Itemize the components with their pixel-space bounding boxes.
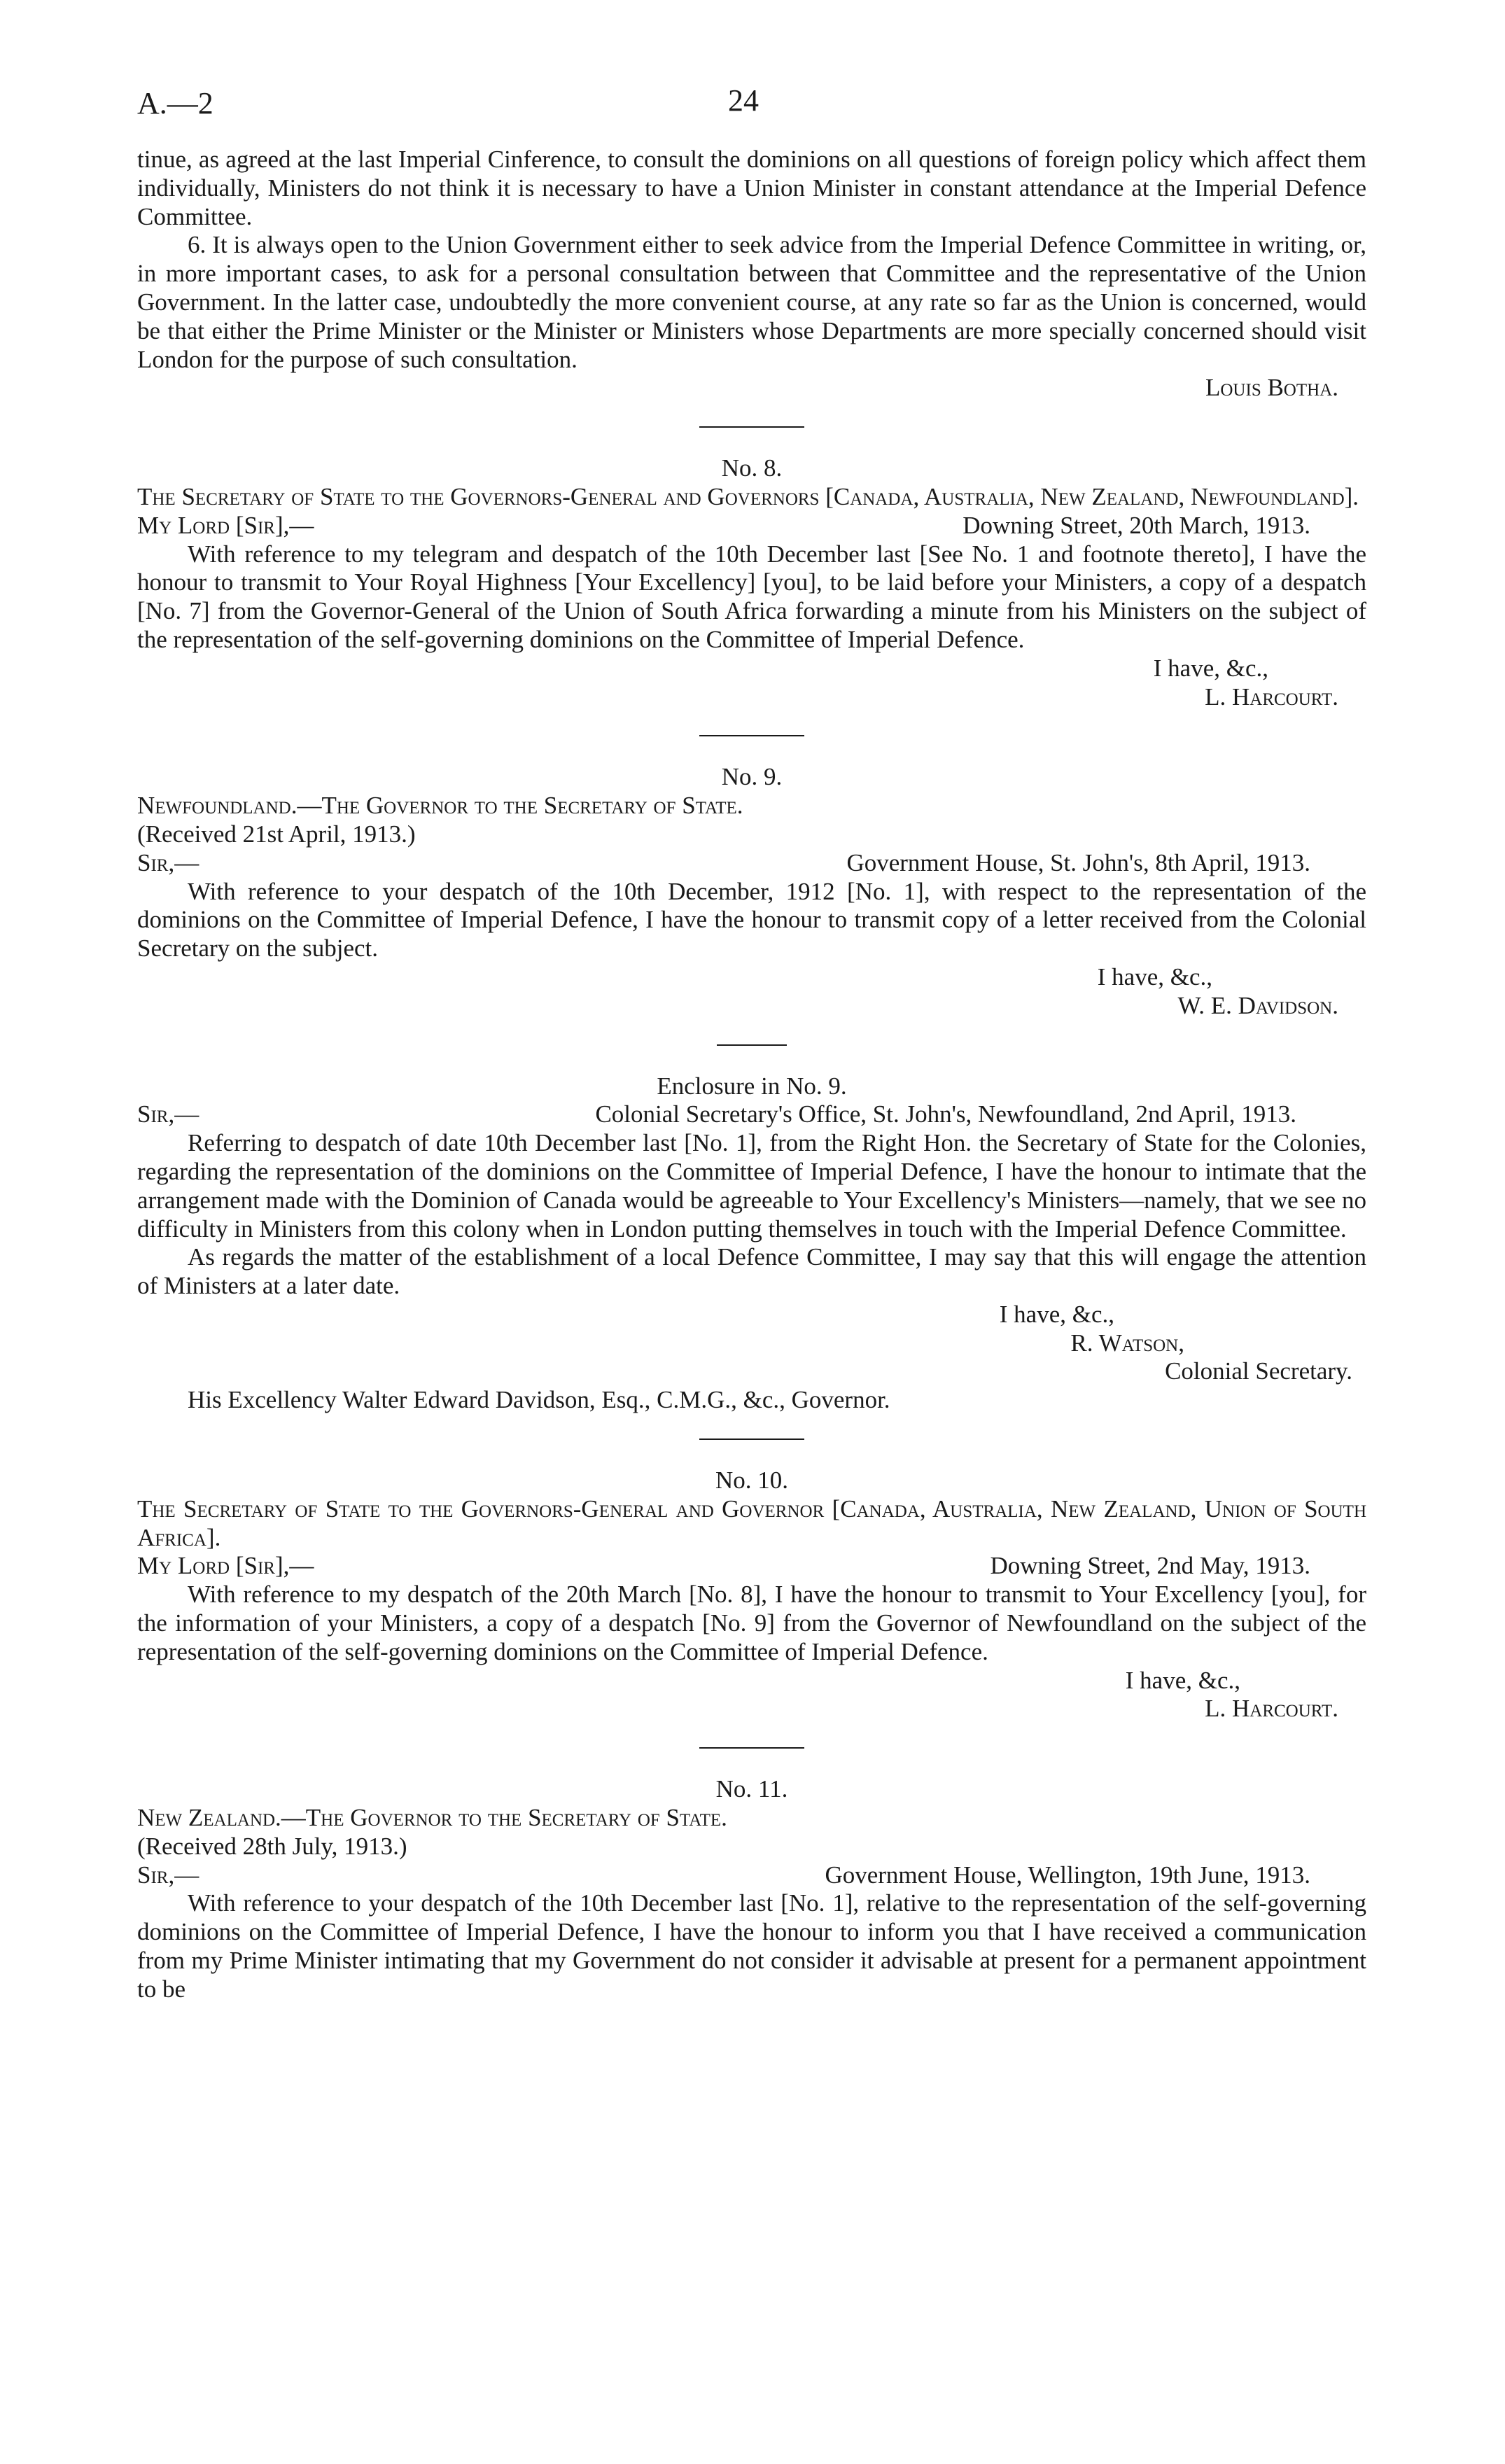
salutation-row-9 [137, 849, 1366, 878]
document-number-8: No. 8. [721, 454, 783, 482]
section-divider [699, 735, 804, 736]
body-11: With reference to your despatch of the 10th December last [No. 1], relative to the representation of the self-governing dominions on the Committee of Imperial Defence, I have the honour to inform you that I have received a communication from my Prime Minister intimating that my Government do not consider it advisable at present for a permanent appointment to be [137, 1889, 1366, 2003]
document-heading-8: The Secretary of State to the Governors-General and Governors [Canada, Australia, New Zealand, Newfoundland]. [137, 482, 1359, 510]
signature-botha: Louis Botha. [1205, 374, 1338, 402]
section-divider [699, 1747, 804, 1749]
address-10: Downing Street, 2nd May, 1913. [990, 1552, 1310, 1580]
address-8: Downing Street, 20th March, 1913. [962, 511, 1310, 539]
salutation-10: My Lord [Sir],— [137, 1552, 314, 1580]
enclosure-paragraph-2: As regards the matter of the establishment of a local Defence Committee, I may say that this will engage the attention of Ministers at a later date. [137, 1243, 1366, 1300]
document-body [137, 146, 1366, 2004]
document-heading-9: Newfoundland.—The Governor to the Secretary of State. [137, 792, 743, 820]
page-number: 24 [728, 83, 759, 118]
salutation-enclosure: Sir,— [137, 1100, 200, 1128]
enclosure-paragraph-1: Referring to despatch of date 10th December last [No. 1], from the Right Hon. the Secretary of State for the Colonies, regarding the representation of the dominions on the Committee of Imperial Defence, I have the honour to intimate that the arrangement made with the Dominion of Canada would be agreeable to Your Excellency's Ministers—namely, that we see no difficulty in Ministers from this colony when in London putting themselves in touch with the Imperial Defence Committee. [137, 1129, 1366, 1242]
closing-8: I have, &c., [1153, 654, 1268, 682]
signature-watson: R. Watson, [1070, 1329, 1184, 1357]
salutation-9: Sir,— [137, 848, 200, 876]
signature-harcourt-10: L. Harcourt. [1205, 1695, 1338, 1723]
document-heading-11: New Zealand.—The Governor to the Secretary of State. [137, 1804, 727, 1832]
salutation-row-10 [137, 1552, 1366, 1581]
received-date-9: (Received 21st April, 1913.) [137, 820, 416, 848]
salutation-row-enclosure [137, 1100, 1366, 1129]
closing-enclosure: I have, &c., [999, 1300, 1114, 1328]
series-label: A.—2 [137, 86, 214, 120]
address-11: Government House, Wellington, 19th June, 1913. [825, 1861, 1310, 1889]
document-number-9: No. 9. [721, 763, 783, 791]
paragraph-6: 6. It is always open to the Union Government either to seek advice from the Imperial Defence Committee in writing, or, in more important cases, to ask for a personal consultation between that Committee and the representative of the Union Government. In the latter case, undoubtedly the more convenient course, at any rate so far as the Union is concerned, would be that either the Prime Minister or the Minister or Ministers whose Departments are more specially concerned should visit London for the purpose of such consultation. [137, 231, 1366, 373]
received-date-11: (Received 28th July, 1913.) [137, 1832, 407, 1860]
salutation-row-11 [137, 1861, 1366, 1890]
document-number-11: No. 11. [715, 1775, 788, 1803]
section-divider [717, 1044, 787, 1046]
signature-title-watson: Colonial Secretary. [1165, 1357, 1352, 1385]
address-9: Government House, St. John's, 8th April, 1913. [846, 848, 1310, 876]
document-heading-10: The Secretary of State to the Governors-General and Governor [Canada, Australia, New Zealand, Union of South Africa]. [137, 1494, 1366, 1551]
paragraph-5-continuation: tinue, as agreed at the last Imperial Cinference, to consult the dominions on all questions of foreign policy which affect them individually, Ministers do not think it is necessary to have a Union Minister in constant attendance at the Imperial Defence Committee. [137, 146, 1366, 230]
addressee-enclosure: His Excellency Walter Edward Davidson, Esq., C.M.G., &c., Governor. [188, 1386, 890, 1414]
enclosure-title: Enclosure in No. 9. [657, 1072, 847, 1100]
address-enclosure: Colonial Secretary's Office, St. John's, Newfoundland, 2nd April, 1913. [595, 1100, 1296, 1128]
signature-davidson: W. E. Davidson. [1177, 991, 1338, 1019]
body-10: With reference to my despatch of the 20th March [No. 8], I have the honour to transmit to Your Excellency [you], for the information of your Ministers, a copy of a despatch [No. 9] from the Governor of Newfoundland on the subject of the representation of the self-governing dominions on the Committee of Imperial Defence. [137, 1581, 1366, 1665]
body-9: With reference to your despatch of the 10th December, 1912 [No. 1], with respect to the representation of the dominions on the Committee of Imperial Defence, I have the honour to transmit copy of a letter received from the Colonial Secretary on the subject. [137, 877, 1366, 962]
body-8: With reference to my telegram and despatch of the 10th December last [See No. 1 and footnote thereto], I have the honour to transmit to Your Royal Highness [Your Excellency] [you], to be laid before your Ministers, a copy of a despatch [No. 7] from the Governor-General of the Union of South Africa forwarding a minute from his Ministers on the subject of the representation of the self-governing dominions on the Committee of Imperial Defence. [137, 540, 1366, 653]
document-number-10: No. 10. [715, 1466, 789, 1494]
section-divider [699, 426, 804, 428]
salutation-11: Sir,— [137, 1861, 200, 1889]
salutation-row-8 [137, 512, 1366, 540]
salutation-8: My Lord [Sir],— [137, 511, 314, 539]
closing-10: I have, &c., [1125, 1666, 1240, 1694]
section-divider [699, 1438, 804, 1440]
closing-9: I have, &c., [1097, 962, 1212, 990]
signature-harcourt-8: L. Harcourt. [1205, 682, 1338, 710]
